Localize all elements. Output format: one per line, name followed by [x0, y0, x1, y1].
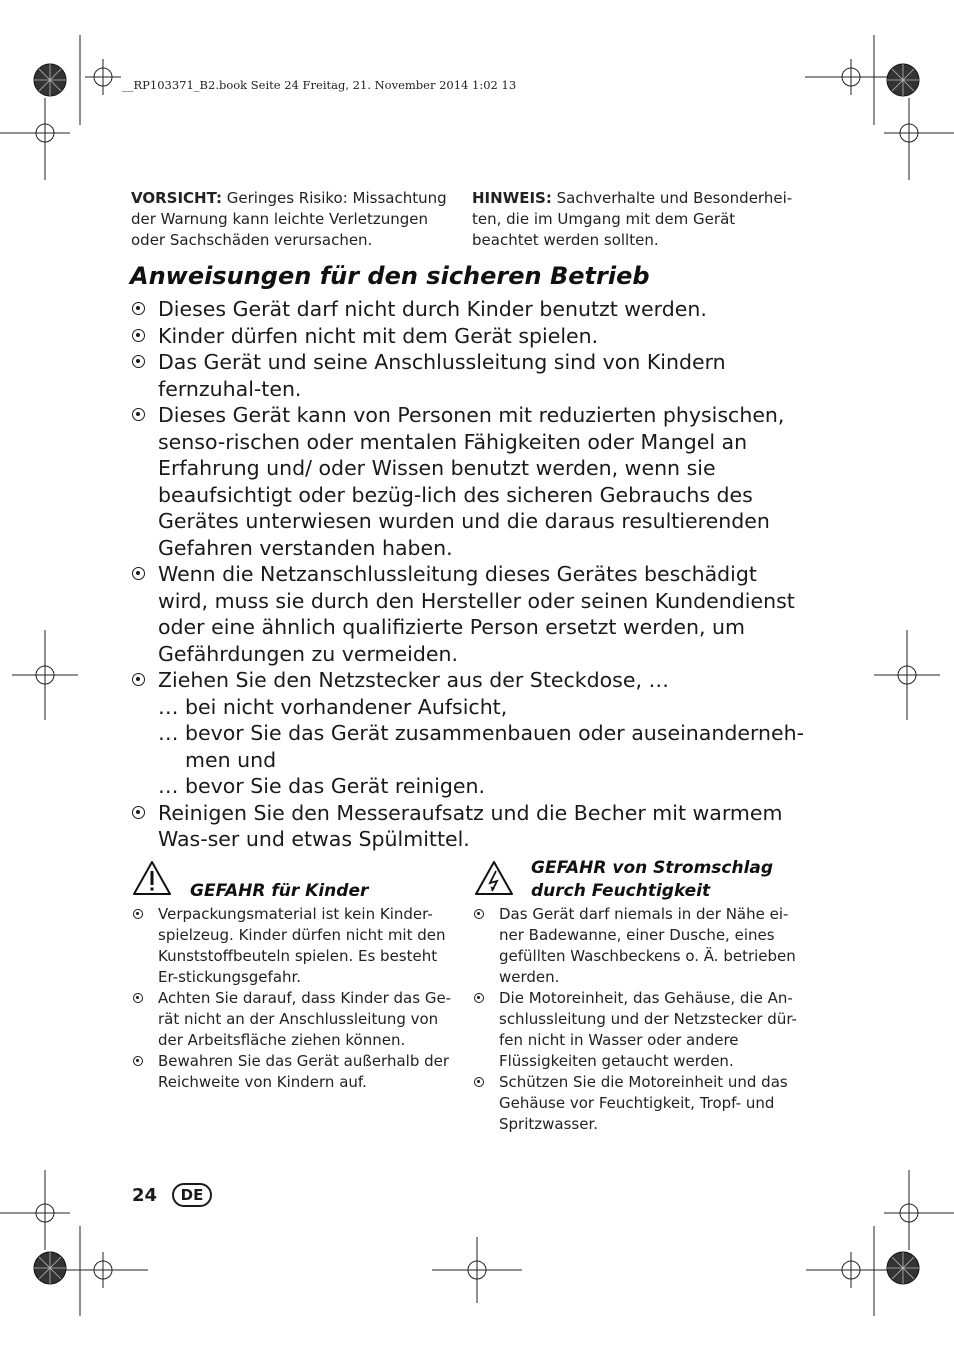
caution-notice — [131, 188, 456, 251]
warning-triangle-icon — [132, 860, 172, 896]
danger-electric-list — [472, 904, 797, 1135]
bullet-icon — [132, 355, 145, 368]
bullet-icon — [474, 1077, 484, 1087]
sub-list-item: … bevor Sie das Gerät zusammenbauen oder auseinanderneh-men und — [158, 721, 805, 772]
note-notice — [472, 188, 797, 251]
list-item: Bewahren Sie das Gerät außerhalb der Reichweite von Kindern auf. — [131, 1051, 456, 1093]
bullet-icon — [133, 909, 143, 919]
bullet-icon — [132, 567, 145, 580]
bullet-icon — [474, 993, 484, 1003]
bullet-icon — [132, 673, 145, 686]
list-item: Ziehen Sie den Netzstecker aus der Steckdose, … — [130, 667, 810, 694]
note-text: Sachverhalte und Besonderhei-ten, die im Umgang mit dem Gerät beachtet werden sollten. — [472, 189, 793, 249]
list-item: Achten Sie darauf, dass Kinder das Ge-rät nicht an der Anschlussleitung von der Arbeitsfläche ziehen können. — [131, 988, 456, 1051]
danger-electric-title: GEFAHR von Stromschlag durch Feuchtigkeit — [531, 858, 774, 901]
list-item: Dieses Gerät kann von Personen mit reduzierten physischen, senso-rischen oder mentalen Fähigkeiten oder Mangel an Erfahrung und/ oder Wissen benutzt werden, wenn sie beaufsichtigt oder bezüg-lich des sicheren Gebrauchs des Gerätes unterwiesen wurden und die daraus resultierenden Gefahren verstanden haben. — [130, 402, 810, 561]
list-item: Reinigen Sie den Messeraufsatz und die Becher mit warmem Was-ser und etwas Spülmittel. — [130, 800, 810, 853]
sub-list — [130, 694, 810, 800]
language-badge: DE — [172, 1183, 212, 1207]
page-number: 24 — [132, 1185, 158, 1206]
list-item: Das Gerät und seine Anschlussleitung sind von Kindern fernzuhal-ten. — [130, 349, 810, 402]
list-item: Dieses Gerät darf nicht durch Kinder benutzt werden. — [130, 296, 810, 323]
danger-children-list — [131, 904, 456, 1093]
note-label: HINWEIS: — [472, 189, 552, 207]
sub-list-item: … bevor Sie das Gerät reinigen. — [158, 774, 486, 798]
electric-warning-icon — [474, 860, 514, 896]
caution-text: Geringes Risiko: Missachtung der Warnung kann leichte Verletzungen oder Sachschäden verursachen. — [131, 189, 447, 249]
sub-list-item: … bei nicht vorhandener Aufsicht, — [158, 694, 508, 719]
bullet-icon — [132, 302, 145, 315]
bullet-icon — [132, 329, 145, 342]
danger-children-title: GEFAHR für Kinder — [190, 881, 369, 901]
print-file-info: __RP103371_B2.book Seite 24 Freitag, 21. November 2014 1:02 13 — [122, 78, 517, 92]
list-item: Wenn die Netzanschlussleitung dieses Gerätes beschädigt wird, muss sie durch den Hersteller oder seinen Kundendienst oder eine ähnlich qualifizierte Person ersetzt werden, um Gefährdungen zu vermeiden. — [130, 561, 810, 667]
list-item: Die Motoreinheit, das Gehäuse, die An-schlussleitung und der Netzstecker dür-fen nicht in Wasser oder andere Flüssigkeiten getaucht werden. — [472, 988, 797, 1072]
bullet-icon — [133, 993, 143, 1003]
bullet-icon — [474, 909, 484, 919]
list-item: Kinder dürfen nicht mit dem Gerät spielen. — [130, 323, 810, 350]
list-item: Verpackungsmaterial ist kein Kinder-spielzeug. Kinder dürfen nicht mit den Kunststoffbeuteln spielen. Es besteht Er-stickungsgefahr. — [131, 904, 456, 988]
caution-label: VORSICHT: — [131, 189, 223, 207]
section-title: Anweisungen für den sicheren Betrieb — [130, 262, 650, 290]
safety-instructions-list — [130, 296, 810, 853]
bullet-icon — [132, 408, 145, 421]
list-item: Das Gerät darf niemals in der Nähe ei-ner Badewanne, einer Dusche, eines gefüllten Waschbeckens o. Ä. betrieben werden. — [472, 904, 797, 988]
bullet-icon — [133, 1056, 143, 1066]
bullet-icon — [132, 806, 145, 819]
list-item: Schützen Sie die Motoreinheit und das Gehäuse vor Feuchtigkeit, Tropf- und Spritzwasser. — [472, 1072, 797, 1135]
